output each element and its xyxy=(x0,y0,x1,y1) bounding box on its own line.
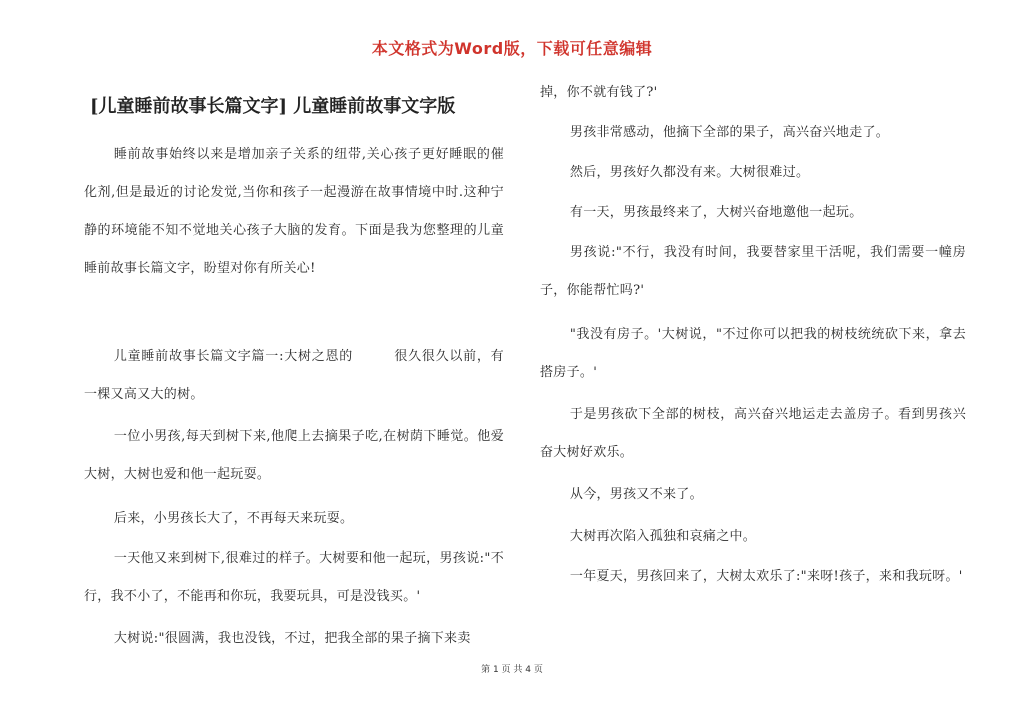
paragraph-long-absence: 然后，男孩好久都没有来。大树很难过。 xyxy=(569,165,810,180)
paragraph-grow-up: 后来，小男孩长大了，不再每天来玩耍。 xyxy=(113,511,354,526)
paragraph-cut-branches: 于是男孩砍下全部的树枝，高兴奋兴地运走去盖房子。看到男孩兴奋大树好欢乐。 xyxy=(540,407,966,460)
page-number: 第 1 页 共 4 页 xyxy=(481,665,543,675)
paragraph-apples: 男孩非常感动，他摘下全部的果子，高兴奋兴地走了。 xyxy=(569,125,890,140)
paragraph-boy: 一位小男孩,每天到树下来,他爬上去摘果子吃,在树荫下睡觉。他爱大树，大树也爱和他一起玩耍。 xyxy=(84,429,504,482)
paragraph-summer: 一年夏天，男孩回来了，大树太欢乐了:"来呀!孩子，来和我玩呀。' xyxy=(569,569,963,584)
download-banner: 本文格式为Word版，下载可任意编辑 xyxy=(371,39,653,58)
paragraph-sad-visit: 一天他又来到树下,很难过的样子。大树要和他一起玩，男孩说:"不行，我不小了，不能再和你玩，我要玩具，可是没钱买。' xyxy=(84,551,504,604)
paragraph-gone-again: 从今，男孩又不来了。 xyxy=(569,487,703,502)
paragraph-intro: 睡前故事始终以来是增加亲子关系的纽带,关心孩子更好睡眠的催化剂,但是最近的讨论发觉,当你和孩子一起漫游在故事情境中时.这种宁静的环境能不知不觉地关心孩子大脑的发育。下面是我为您整理的儿童睡前故事长篇文字，盼望对你有所关心! xyxy=(84,147,504,276)
document-title: [儿童睡前故事长篇文字] 儿童睡前故事文字版 xyxy=(90,96,456,117)
paragraph-return: 有一天，男孩最终来了，大树兴奋地邀他一起玩。 xyxy=(569,205,863,220)
paragraph-continuation: 掉，你不就有钱了?' xyxy=(540,85,658,100)
paragraph-lonely: 大树再次陷入孤独和哀痛之中。 xyxy=(569,529,757,544)
paragraph-tree-reply: 大树说:"很圆满，我也没钱，不过，把我全部的果子摘下来卖 xyxy=(113,631,471,646)
paragraph-story-start: 儿童睡前故事长篇文字篇一:大树之恩的 很久很久以前，有一棵又高又大的树。 xyxy=(84,349,504,402)
paragraph-branches: "我没有房子。'大树说，"不过你可以把我的树枝统统砍下来，拿去搭房子。' xyxy=(540,327,966,380)
paragraph-house-need: 男孩说:"不行，我没有时间，我要替家里干活呢，我们需要一幢房子，你能帮忙吗?' xyxy=(540,245,966,298)
